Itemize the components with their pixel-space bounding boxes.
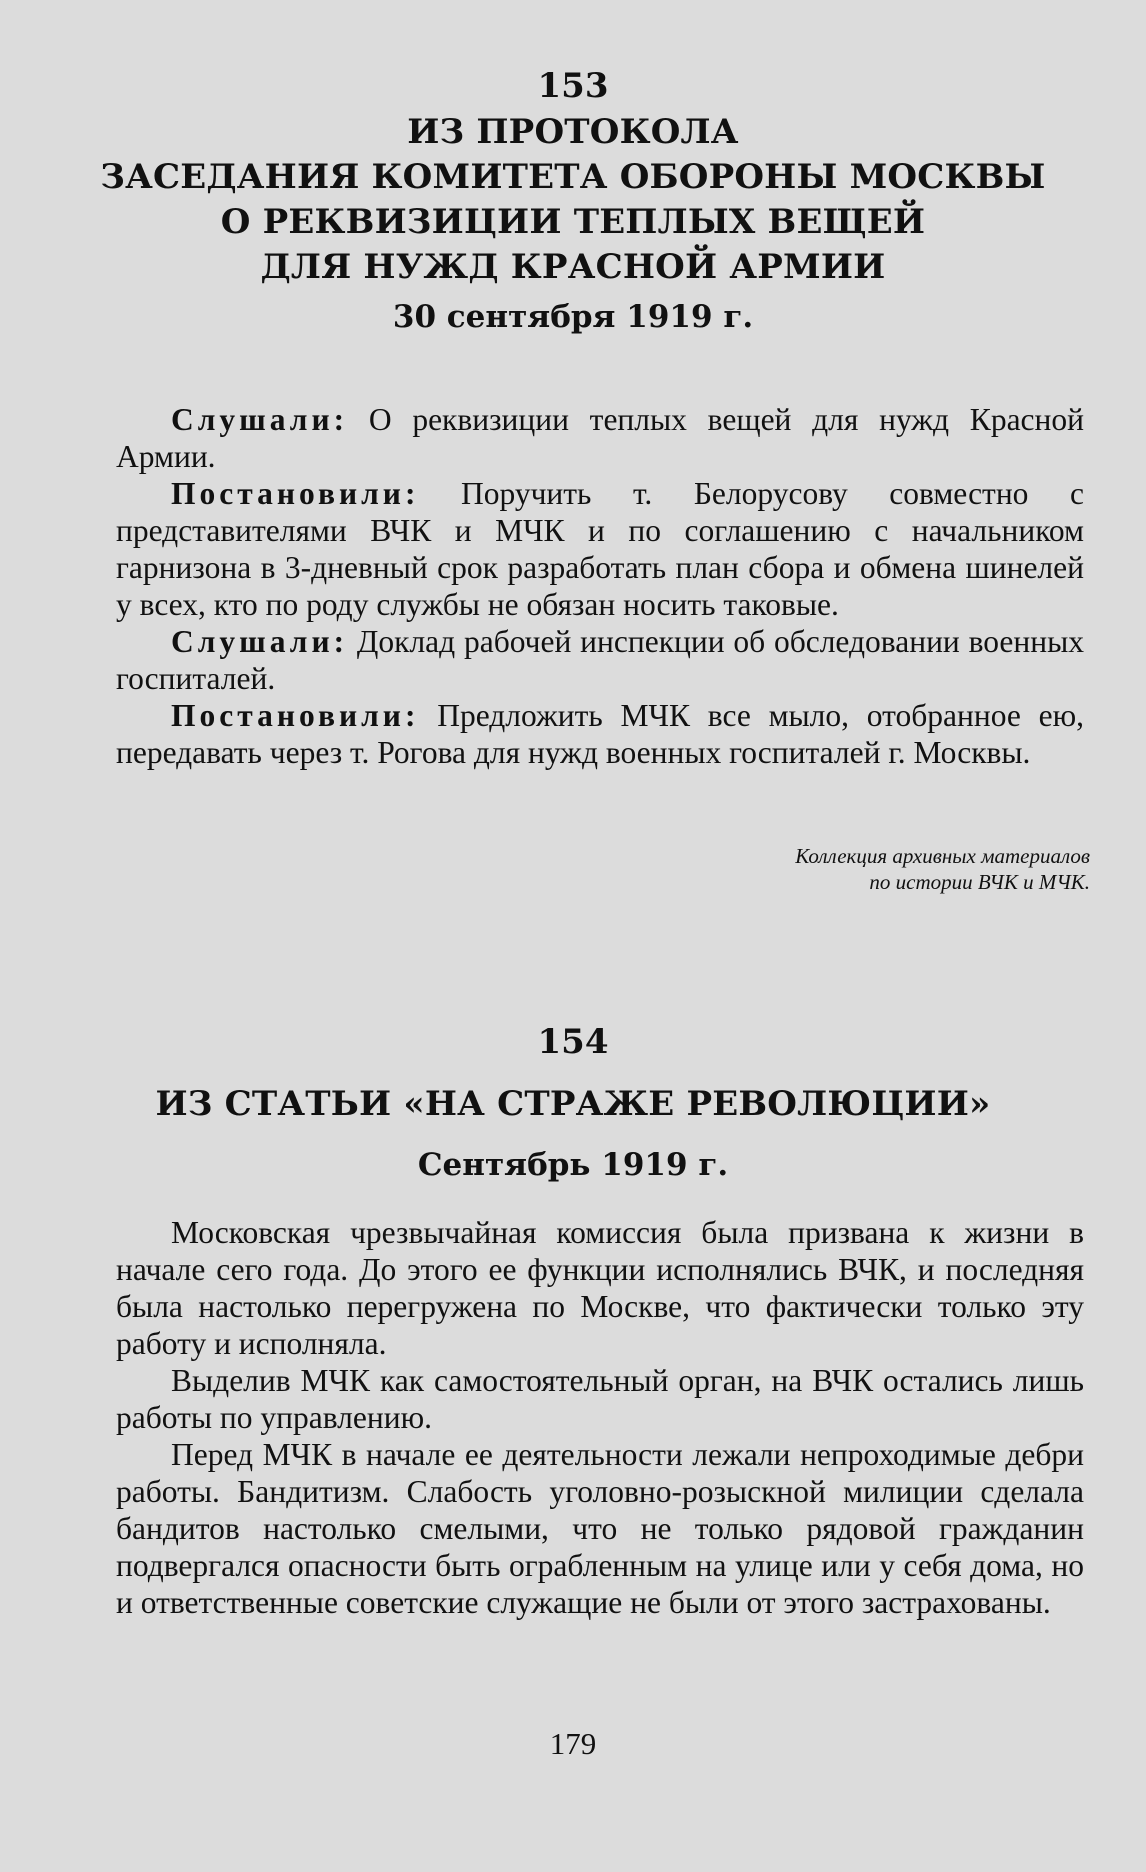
protocol-paragraph	[116, 697, 1084, 771]
paragraph-lead: Постановили:	[171, 698, 420, 733]
paragraph-text: Предложить МЧК все мыло, отобранное ею, передавать через т. Рогова для нужд военных госпиталей г. Москвы.	[116, 698, 1084, 770]
article-paragraph: Выделив МЧК как самостоятельный орган, на ВЧК остались лишь работы по управлению.	[116, 1363, 1084, 1435]
document-title-line: ДЛЯ НУЖД КРАСНОЙ АРМИИ	[260, 247, 886, 287]
paragraph-lead: Слушали:	[171, 402, 349, 437]
document-154-header	[0, 1022, 1146, 1185]
paragraph-lead: Слушали:	[171, 624, 349, 659]
source-line: Коллекция архивных материалов	[795, 844, 1090, 868]
document-title-line: ИЗ ПРОТОКОЛА	[407, 112, 739, 152]
protocol-paragraph	[116, 623, 1084, 697]
document-number: 153	[537, 66, 609, 106]
paragraph-text: О реквизиции теплых вещей для нужд Красной Армии.	[116, 402, 1084, 474]
protocol-paragraph	[116, 401, 1084, 475]
paragraph-lead: Постановили:	[171, 476, 420, 511]
document-title-line: ЗАСЕДАНИЯ КОМИТЕТА ОБОРОНЫ МОСКВЫ	[100, 157, 1046, 197]
document-date: 30 сентября 1919 г.	[392, 299, 754, 335]
document-154-body	[116, 1214, 1084, 1621]
document-153-body	[116, 401, 1084, 771]
paragraph-text: Поручить т. Белорусову совместно с представителями ВЧК и МЧК и по соглашению с начальником гарнизона в 3-дневный срок разработать план сбора и обмена шинелей у всех, кто по роду службы не обязан носить таковые.	[116, 476, 1084, 622]
source-line: по истории ВЧК и МЧК.	[869, 870, 1090, 894]
document-title-line: О РЕКВИЗИЦИИ ТЕПЛЫХ ВЕЩЕЙ	[220, 202, 926, 242]
document-title-line: ИЗ СТАТЬИ «НА СТРАЖЕ РЕВОЛЮЦИИ»	[155, 1084, 991, 1124]
protocol-paragraph	[116, 475, 1084, 623]
document-number: 154	[537, 1022, 609, 1062]
document-date: Сентябрь 1919 г.	[417, 1147, 729, 1183]
page-number: 179	[549, 1726, 597, 1761]
source-citation	[640, 843, 1090, 895]
article-paragraph: Перед МЧК в начале ее деятельности лежали непроходимые дебри работы. Бандитизм. Слабость уголовно-розыскной милиции сделала бандитов настолько смелыми, что не только рядовой гражданин подвергался опасности быть ограбленным на улице или у себя дома, но и ответственные советские служащие не были от этого застрахованы.	[116, 1437, 1084, 1620]
document-153-header	[0, 66, 1146, 337]
article-paragraph: Московская чрезвычайная комиссия была призвана к жизни в начале сего года. До этого ее функции исполнялись ВЧК, и последняя была настолько перегружена по Москве, что фактически только эту работу и исполняла.	[116, 1215, 1084, 1361]
paragraph-text: Доклад рабочей инспекции об обследовании военных госпиталей.	[116, 624, 1084, 696]
